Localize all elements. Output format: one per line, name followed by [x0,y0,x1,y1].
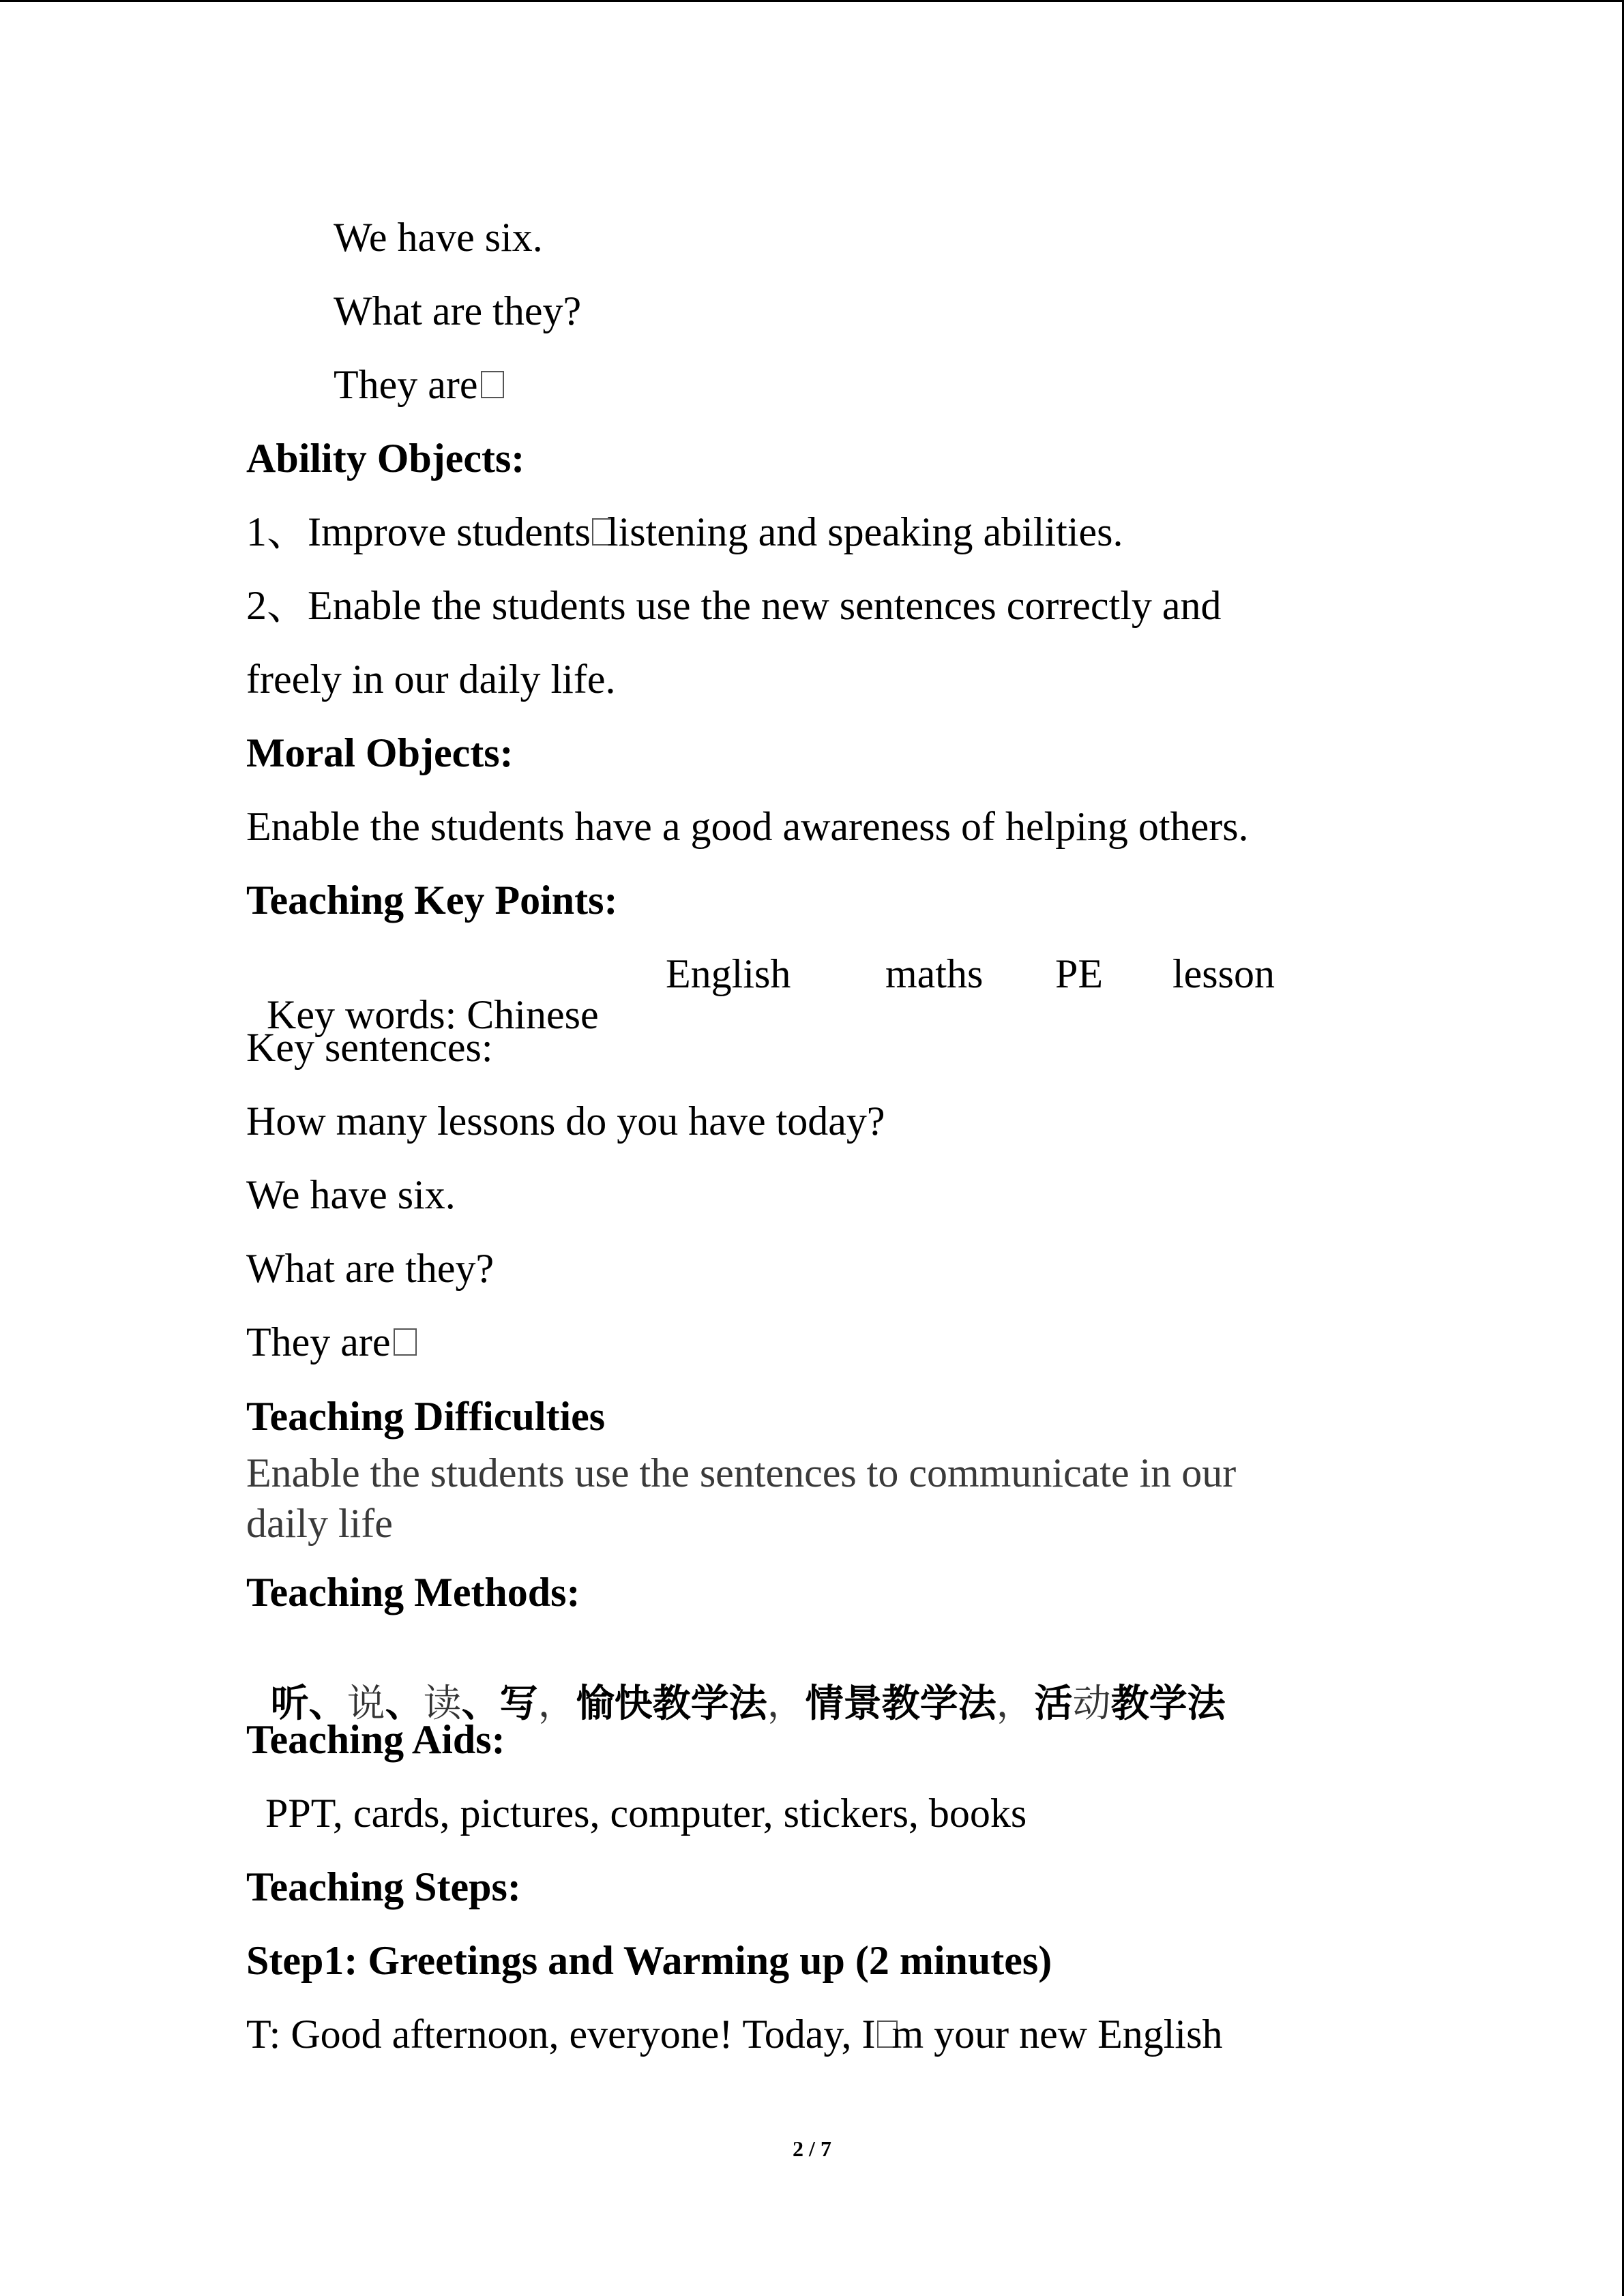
methods-text [246,1647,1226,1726]
separator: 、 [308,1682,347,1726]
step1-dialogue-start: T: Good afternoon, everyone! Today, I [246,2012,876,2057]
method-activity-middle: 动 [1072,1682,1111,1726]
key-word-english: English [666,951,791,996]
ability-objects-heading: Ability Objects: [246,436,525,481]
ability-item-2: 2、Enable the students use the new sentences correctly and [246,583,1222,628]
moral-objects-heading: Moral Objects: [246,730,514,775]
step1-dialogue [246,2014,1222,2055]
separator: 、 [385,1682,424,1726]
ability-item-1-end: listening and speaking abilities. [606,509,1123,554]
key-word-lesson: lesson [1172,951,1275,996]
sentence-they-are-text: They are [246,1320,391,1365]
separator: 、 [461,1682,500,1726]
method-write: 写 [499,1682,538,1726]
difficulties-text-line-2: daily life [246,1501,393,1546]
sentence-what-are-they: What are they? [334,288,582,333]
method-listen: 听 [270,1682,309,1726]
sentence-we-have-six: We have six. [246,1172,456,1217]
method-speak: 说 [346,1682,385,1726]
method-happy-teaching: 愉快教学法 [576,1682,767,1726]
missing-glyph-box [394,1328,417,1356]
sentence-we-have-six: We have six. [334,215,543,260]
moral-objects-text: Enable the students have a good awareness of helping others. [246,804,1249,849]
sentence-how-many-lessons: How many lessons do you have today? [246,1099,885,1144]
difficulties-heading: Teaching Difficulties [246,1394,606,1439]
key-words-line [246,951,1338,1037]
difficulties-text-line-1: Enable the students use the sentences to communicate in our [246,1450,1237,1495]
aids-text: PPT, cards, pictures, computer, stickers, books [265,1791,1027,1836]
key-points-heading: Teaching Key Points: [246,878,618,923]
key-sentences-label: Key sentences: [246,1025,493,1070]
missing-glyph-box [481,371,504,398]
ability-item-1 [246,511,1123,552]
method-read: 读 [423,1682,462,1726]
sentence-what-are-they: What are they? [246,1246,494,1291]
separator: ， [537,1682,576,1726]
page-number: 2 / 7 [793,2136,831,2161]
method-situational-teaching: 情景教学法 [805,1682,996,1726]
key-words-label: Key words: Chinese [267,992,599,1037]
key-word-maths: maths [885,951,984,996]
sentence-they-are [246,1320,417,1365]
sentence-they-are [334,364,504,405]
sentence-they-are-text: They are [334,362,478,407]
page-top-border [0,0,1624,2]
steps-heading: Teaching Steps: [246,1864,521,1909]
method-activity-prefix: 活 [1034,1682,1073,1726]
step1-dialogue-end: m your new English [891,2012,1223,2057]
separator: ， [996,1682,1035,1726]
method-activity-suffix: 教学法 [1110,1682,1226,1726]
key-word-pe: PE [1055,951,1104,996]
aids-heading: Teaching Aids: [246,1717,505,1762]
ability-item-1-start: 1、Improve students [246,509,591,554]
separator: ， [767,1682,806,1726]
ability-item-2-continued: freely in our daily life. [246,657,616,702]
methods-heading: Teaching Methods: [246,1570,580,1615]
step1-heading: Step1: Greetings and Warming up (2 minutes) [246,1938,1052,1983]
